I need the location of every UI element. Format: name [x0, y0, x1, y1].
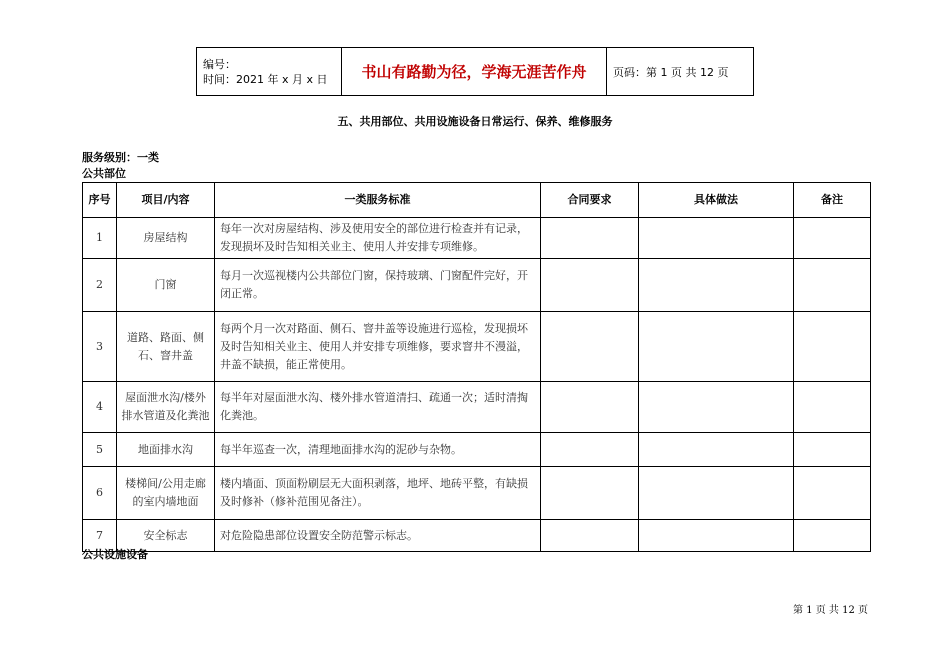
- time-label: 时间：2021 年 x 月 x 日: [203, 72, 328, 86]
- row-item: 地面排水沟: [117, 433, 215, 467]
- document-header: [196, 47, 754, 96]
- row-method: [639, 433, 794, 467]
- row-standard: 对危险隐患部位设置安全防范警示标志。: [215, 520, 541, 552]
- row-standard: 每半年对屋面泄水沟、楼外排水管道清扫、疏通一次；适时清掏化粪池。: [215, 382, 541, 433]
- number-label: 编号：: [203, 57, 236, 71]
- row-item: 道路、路面、侧石、窨井盖: [117, 312, 215, 382]
- row-contract: [541, 433, 639, 467]
- header-page-info: 页码：第 1 页 共 12 页: [607, 48, 754, 96]
- document-title: 五、共用部位、共用设施设备日常运行、保养、维修服务: [337, 115, 613, 128]
- header-contract: 合同要求: [541, 183, 639, 218]
- row-method: [639, 467, 794, 520]
- row-item: 楼梯间/公用走廊的室内墙地面: [117, 467, 215, 520]
- header-motto: 书山有路勤为径，学海无涯苦作舟: [342, 48, 607, 96]
- row-contract: [541, 467, 639, 520]
- row-note: [794, 433, 871, 467]
- row-note: [794, 218, 871, 259]
- table-row: [83, 433, 871, 467]
- row-contract: [541, 259, 639, 312]
- row-item: 房屋结构: [117, 218, 215, 259]
- row-note: [794, 312, 871, 382]
- service-standard-table: [82, 182, 871, 552]
- row-standard: 每年一次对房屋结构、涉及使用安全的部位进行检查并有记录，发现损坏及时告知相关业主、使用人并安排专项维修。: [215, 218, 541, 259]
- table-row: [83, 467, 871, 520]
- table-row: [83, 259, 871, 312]
- row-item: 屋面泄水沟/楼外排水管道及化粪池: [117, 382, 215, 433]
- row-item: 安全标志: [117, 520, 215, 552]
- row-contract: [541, 382, 639, 433]
- table-header-row: [83, 183, 871, 218]
- row-no: 4: [83, 382, 117, 433]
- row-method: [639, 312, 794, 382]
- row-no: 2: [83, 259, 117, 312]
- row-standard: 每两个月一次对路面、侧石、窨井盖等设施进行巡检，发现损坏及时告知相关业主、使用人并安排专项维修，要求窨井不漫溢，井盖不缺损，能正常使用。: [215, 312, 541, 382]
- row-note: [794, 467, 871, 520]
- row-note: [794, 382, 871, 433]
- row-no: 6: [83, 467, 117, 520]
- row-method: [639, 382, 794, 433]
- table-row: [83, 218, 871, 259]
- row-standard: 每月一次巡视楼内公共部位门窗，保持玻璃、门窗配件完好，开闭正常。: [215, 259, 541, 312]
- footer-page-number: 第 1 页 共 12 页: [793, 605, 868, 616]
- table-row: [83, 312, 871, 382]
- row-item: 门窗: [117, 259, 215, 312]
- row-method: [639, 218, 794, 259]
- section-public-facilities: 公共设施设备: [82, 548, 148, 561]
- header-method: 具体做法: [639, 183, 794, 218]
- row-standard: 楼内墙面、顶面粉刷层无大面积剥落，地坪、地砖平整，有缺损及时修补（修补范围见备注）。: [215, 467, 541, 520]
- table-row: [83, 382, 871, 433]
- row-note: [794, 520, 871, 552]
- service-level: 服务级别：一类: [82, 151, 159, 164]
- header-standard: 一类服务标准: [215, 183, 541, 218]
- section-public-areas: 公共部位: [82, 167, 126, 180]
- header-meta-cell: [197, 48, 342, 96]
- row-note: [794, 259, 871, 312]
- row-no: 3: [83, 312, 117, 382]
- row-no: 7: [83, 520, 117, 552]
- row-no: 5: [83, 433, 117, 467]
- row-contract: [541, 312, 639, 382]
- row-method: [639, 259, 794, 312]
- header-note: 备注: [794, 183, 871, 218]
- row-method: [639, 520, 794, 552]
- row-contract: [541, 520, 639, 552]
- row-no: 1: [83, 218, 117, 259]
- row-contract: [541, 218, 639, 259]
- header-no: 序号: [83, 183, 117, 218]
- table-row: [83, 520, 871, 552]
- row-standard: 每半年巡查一次，清理地面排水沟的泥砂与杂物。: [215, 433, 541, 467]
- header-item: 项目/内容: [117, 183, 215, 218]
